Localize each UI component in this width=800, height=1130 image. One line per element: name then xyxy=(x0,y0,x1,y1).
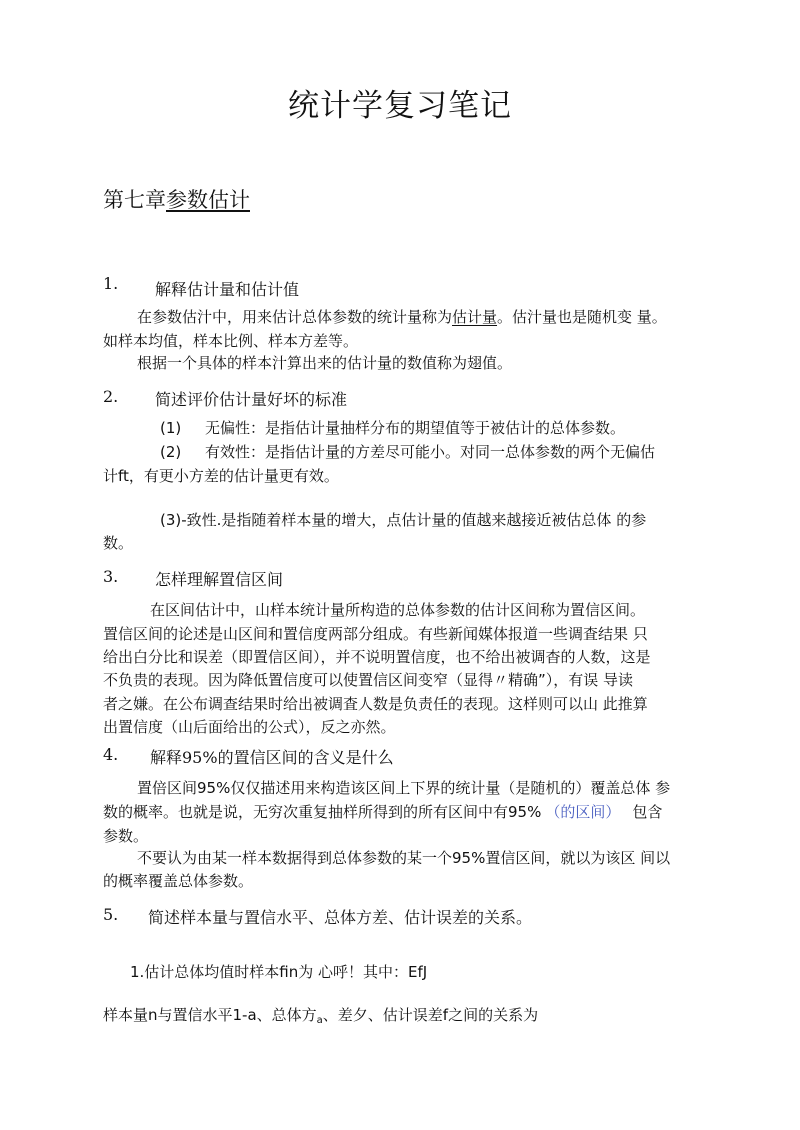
q4-line1: 置倍区间95%仅仅描述用来构造该区间上下界的统计量（是随机的）覆盖总体 参 xyxy=(137,779,671,797)
q4-line2-a: 数的概率。也就是说，无穷次重复抽样所得到的所有区间中有95% xyxy=(103,803,542,821)
q5-relation-line xyxy=(103,1003,538,1033)
chapter-topic: 参数估计 xyxy=(166,188,250,212)
chapter-heading xyxy=(103,184,250,214)
chapter-prefix: 第七章 xyxy=(103,188,166,212)
q2-item2-cont: 计ft，有更小方差的估计量更有效。 xyxy=(103,467,339,485)
q3-line6: 出置信度（山后面给出的公式），反之亦然。 xyxy=(103,718,396,736)
q2-item2: 有效性：是指估计量的方差尽可能小。对同一总体参数的两个无偏估 xyxy=(205,443,656,461)
q4-heading: 解释95%的置信区间的含义是什么 xyxy=(150,748,394,767)
q3-line3: 给出白分比和误差（即置信区间），并不说明置信度，也不给出被调杳的人数，这是 xyxy=(103,648,651,666)
q5-relation-a: 样本量n与置信水平1-a、总体方 xyxy=(103,1006,317,1024)
q4-line2 xyxy=(103,800,662,825)
q1-line2: 如样本均值，样本比例、样本方差等。 xyxy=(103,332,359,350)
q3-line2: 置信区间的论述是山区间和置信度两部分组成。有些新闻媒体报道一些调査结果 只 xyxy=(103,625,648,643)
q1-line1 xyxy=(137,305,667,330)
q5-formula-line: 1.估计总体均值时样本fin为 心呼！其中：EfJ xyxy=(130,963,428,981)
q2-heading: 简述评价估计量好坏的标准 xyxy=(155,390,348,409)
q3-heading: 怎样理解置信区间 xyxy=(155,570,284,589)
q2-item1: 无偏性：是指估计量抽样分布的期望值等于被估计的总体参数。 xyxy=(205,419,626,437)
q3-number: 3. xyxy=(103,567,119,586)
q1-text-c: 。估汁量也是随机变 量。 xyxy=(497,308,667,326)
q3-line1: 在区间估计中，山样本统计量所构造的总体参数的估计区间称为置信区间。 xyxy=(150,601,646,619)
q2-item3-cont: 数。 xyxy=(103,534,134,552)
q4-line5: 的概率覆盖总体参数。 xyxy=(103,872,254,890)
q5-number: 5. xyxy=(103,905,119,924)
q1-number: 1. xyxy=(103,274,119,293)
q2-item1-number: (1) xyxy=(160,419,182,437)
q4-number: 4. xyxy=(103,745,119,764)
q2-item3: (3)-致性.是指随着样本量的增大，点估计量的值越来越接近被估总体 的参 xyxy=(160,511,647,529)
q1-heading: 解释估计量和估计值 xyxy=(155,280,300,299)
q4-line2-c: 包含 xyxy=(632,803,663,821)
q3-line4: 不负贵的表现。因为降低置信度可以使置信区间变窄（显得〃精确”），有误 导读 xyxy=(103,671,634,689)
q2-number: 2. xyxy=(103,387,119,406)
q5-relation-subscript: a xyxy=(316,1015,323,1026)
q2-item2-number: (2) xyxy=(160,443,182,461)
q5-relation-b: 、差夕、估计误差f之间的关系为 xyxy=(322,1006,539,1024)
q3-line5: 者之嫌。在公布调查结果时给出被调査人数是负责任的表现。这样则可以山 此推算 xyxy=(103,695,648,713)
q1-term-estimator: 估计量 xyxy=(452,308,498,326)
q4-line2-highlight: （的区间） xyxy=(545,803,621,821)
q1-text-a: 在参数估汁中，用来估计总体参数的统计量称为 xyxy=(137,308,453,326)
q1-line3: 根据一个具体的样本汁算出来的估计量的数值称为翅值。 xyxy=(137,354,513,372)
q4-line4: 不要认为由某一样本数据得到总体参数的某一个95%置信区间，就以为该区 间以 xyxy=(137,849,671,867)
q4-line3: 参数。 xyxy=(103,827,149,845)
page-title: 统计学复习笔记 xyxy=(288,88,512,124)
q5-heading: 简述样本量与置信水平、总体方差、估计误差的关系。 xyxy=(148,908,533,927)
